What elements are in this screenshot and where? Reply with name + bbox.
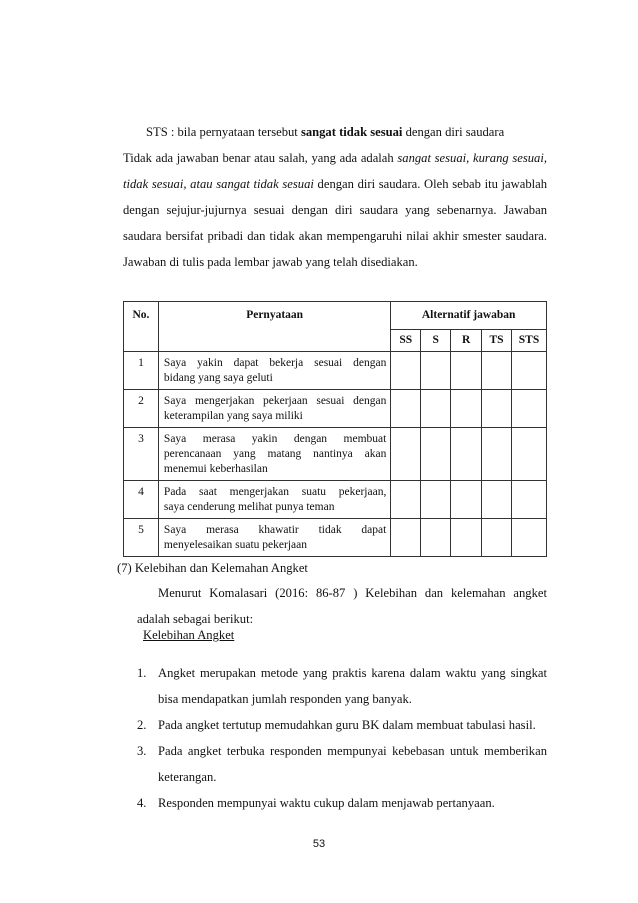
option-r: R <box>451 330 482 352</box>
page-number: 53 <box>312 838 326 850</box>
answer-cell[interactable] <box>512 390 547 428</box>
answer-cell[interactable] <box>451 390 482 428</box>
row-number: 1 <box>124 352 159 390</box>
table-header-row <box>124 302 547 330</box>
list-item: 1. Angket merupakan metode yang praktis karena dalam waktu yang singkat bisa mendapatkan jumlah responden yang banyak. <box>137 666 547 706</box>
row-statement: Saya mengerjakan pekerjaan sesuai dengan keterampilan yang saya miliki <box>158 390 390 428</box>
intro-line-2: tidak sesuai, atau sangat tidak sesuai dengan diri saudara. Oleh sebab itu jawablah <box>123 177 548 191</box>
answer-cell[interactable] <box>391 352 421 390</box>
row-statement: Saya merasa yakin dengan membuat perencanaan yang matang nantinya akan menemui keberhasilan <box>158 428 390 481</box>
option-s: S <box>421 330 451 352</box>
header-alternatives: Alternatif jawaban <box>391 302 547 330</box>
answer-cell[interactable] <box>512 352 547 390</box>
answer-cell[interactable] <box>391 519 421 557</box>
kelebihan-heading: Kelebihan Angket <box>143 628 235 642</box>
header-statement: Pernyataan <box>158 302 390 352</box>
sts-definition: STS : bila pernyataan tersebut sangat tidak sesuai dengan diri saudara <box>146 125 505 139</box>
answer-cell[interactable] <box>391 428 421 481</box>
answer-cell[interactable] <box>421 352 451 390</box>
komalasari-line-2: adalah sebagai berikut: <box>137 612 254 626</box>
answer-cell[interactable] <box>451 481 482 519</box>
list-item: 3. Pada angket terbuka responden mempunyai kebebasan untuk memberikan keterangan. <box>137 744 547 784</box>
table-row <box>124 390 547 428</box>
intro-line-3: dengan sejujur-jujurnya sesuai dengan diri saudara yang sebenarnya. Jawaban <box>123 203 547 217</box>
questionnaire-table <box>123 301 547 557</box>
answer-cell[interactable] <box>421 519 451 557</box>
answer-cell[interactable] <box>482 352 512 390</box>
sts-bold-term: sangat tidak sesuai <box>300 125 403 139</box>
komalasari-line-1: Menurut Komalasari (2016: 86-87 ) Kelebihan dan kelemahan angket <box>158 586 547 600</box>
header-no: No. <box>124 302 159 352</box>
table-row <box>124 428 547 481</box>
answer-cell[interactable] <box>391 390 421 428</box>
list-item: 4. Responden mempunyai waktu cukup dalam menjawab pertanyaan. <box>137 796 495 810</box>
section-heading: (7) Kelebihan dan Kelemahan Angket <box>117 561 308 575</box>
row-number: 5 <box>124 519 159 557</box>
list-item: 2. Pada angket tertutup memudahkan guru BK dalam membuat tabulasi hasil. <box>137 718 536 732</box>
answer-cell[interactable] <box>512 519 547 557</box>
answer-cell[interactable] <box>451 428 482 481</box>
answer-cell[interactable] <box>421 390 451 428</box>
intro-paragraph <box>123 145 547 275</box>
row-statement: Saya merasa khawatir tidak dapat menyelesaikan suatu pekerjaan <box>158 519 390 557</box>
table-row <box>124 519 547 557</box>
row-statement: Saya yakin dapat bekerja sesuai dengan bidang yang saya geluti <box>158 352 390 390</box>
answer-cell[interactable] <box>512 428 547 481</box>
intro-line-4: saudara bersifat pribadi dan tidak akan mempengaruhi nilai akhir smester saudara. <box>123 229 547 243</box>
answer-cell[interactable] <box>482 390 512 428</box>
option-ts: TS <box>482 330 512 352</box>
row-number: 3 <box>124 428 159 481</box>
answer-cell[interactable] <box>512 481 547 519</box>
answer-cell[interactable] <box>482 481 512 519</box>
answer-cell[interactable] <box>421 428 451 481</box>
answer-cell[interactable] <box>421 481 451 519</box>
table-row <box>124 481 547 519</box>
option-sts: STS <box>512 330 547 352</box>
row-statement: Pada saat mengerjakan suatu pekerjaan, saya cenderung melihat punya teman <box>158 481 390 519</box>
row-number: 4 <box>124 481 159 519</box>
row-number: 2 <box>124 390 159 428</box>
table-row <box>124 352 547 390</box>
answer-cell[interactable] <box>482 519 512 557</box>
answer-cell[interactable] <box>451 519 482 557</box>
option-ss: SS <box>391 330 421 352</box>
answer-cell[interactable] <box>451 352 482 390</box>
answer-cell[interactable] <box>482 428 512 481</box>
answer-cell[interactable] <box>391 481 421 519</box>
intro-line-5: Jawaban di tulis pada lembar jawab yang telah disediakan. <box>123 255 418 269</box>
intro-line-1: Tidak ada jawaban benar atau salah, yang ada adalah sangat sesuai, kurang sesuai, <box>123 151 547 165</box>
kelebihan-list <box>137 660 547 816</box>
